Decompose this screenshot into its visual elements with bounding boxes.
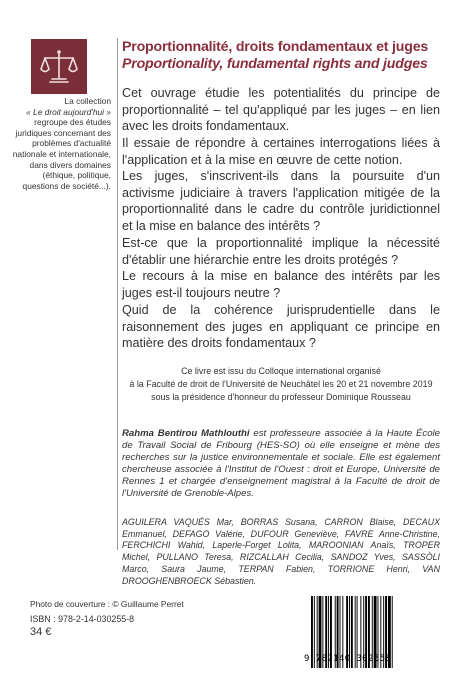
title-french: Proportionnalité, droits fondamentaux et juges [122,39,429,55]
summary-paragraph-1: Cet ouvrage étudie les potentialités du principe de proportionnalité – tel qu'appliqué par les juges – en lien avec les droits fondamentaux. [122,86,440,134]
author-name: Rahma Bentirou Mathlouthi [122,428,250,439]
title-english: Proportionality, fundamental rights and judges [122,56,428,72]
colloquium-line-2: à la Faculté de droit de l'Université de Neuchâtel les 20 et 21 novembre 2019 [129,379,433,389]
barcode-digits: 9 782140 302558 [304,654,392,664]
collection-intro: La collection [64,96,111,106]
contributors-list: AGUILERA VAQUÉS Mar, BORRAS Susana, CARRON Blaise, DECAUX Emmanuel, DEFAGO Valérie, DUFOUR Geneviève, FAVRE Anne-Christine, FERCHICHI Wahid, Laperle-Forget Lolita, MAROONIAN Anaïs, TROPER Michel, PULLANO Teresa, RIZCALLAH Cecilia, SANDOZ Yves, SASSÒLI Marco, Saura Jaume, TERPAN Fabien, TORRIONE Henri, VAN DROOGHENBROECK Sébastien. [122,517,440,586]
scales-of-justice-icon [39,48,79,86]
vertical-divider [117,38,118,550]
colloquium-line-3: sous la présidence d'honneur du professeur Dominique Rousseau [151,392,411,402]
summary-paragraph-3: Les juges, s'inscrivent-ils dans la poursuite d'un activisme judiciaire à travers l'application mitigée de la proportionnalité dans le cadre du contrôle juridictionnel et la mise en balance des intérêts ? [122,169,440,233]
collection-name: « Le droit aujourd'hui » [26,106,111,117]
summary-paragraph-5: Le recours à la mise en balance des intérêts par les juges est-il toujours neutre ? [122,269,440,300]
summary-paragraph-2: Il essaie de répondre à certaines interrogations liées à l'application et à la mise en œuvre de cette notion. [122,136,440,167]
photo-credit: Photo de couverture : © Guillaume Perret [30,599,184,609]
summary-paragraph-6: Quid de la cohérence jurisprudentielle dans le raisonnement des juges en appliquant ce principe en matière des droits fondamentaux ? [122,303,440,351]
isbn: ISBN : 978-2-14-030255-8 [30,614,135,624]
author-bio [122,428,440,501]
collection-logo [31,39,87,94]
collection-body: regroupe des études juridiques concernant des problèmes d'actualité nationale et internationale, dans divers domaines (éthique, politique, questions de société...). [12,117,111,191]
price: 34 € [30,626,52,638]
colloquium-note [122,365,440,404]
author-bio-text: est professeure associée à la Haute École de Travail Social de Fribourg (HES-SO) où elle enseigne et mène des recherches sur la justice environnementale et sociale. Elle est également chercheuse associée à l'Institut de l'Ouest : droit et Europe, Université de Rennes 1 et chargée d'enseignement magistral à la Faculté de droit de l'Université de Grenoble-Alpes. [122,428,441,500]
colloquium-line-1: Ce livre est issu du Colloque international organisé [181,366,381,376]
collection-description [8,96,111,191]
summary-paragraph-4: Est-ce que la proportionnalité implique la nécessité d'établir une hiérarchie entre les droits protégés ? [122,236,440,267]
